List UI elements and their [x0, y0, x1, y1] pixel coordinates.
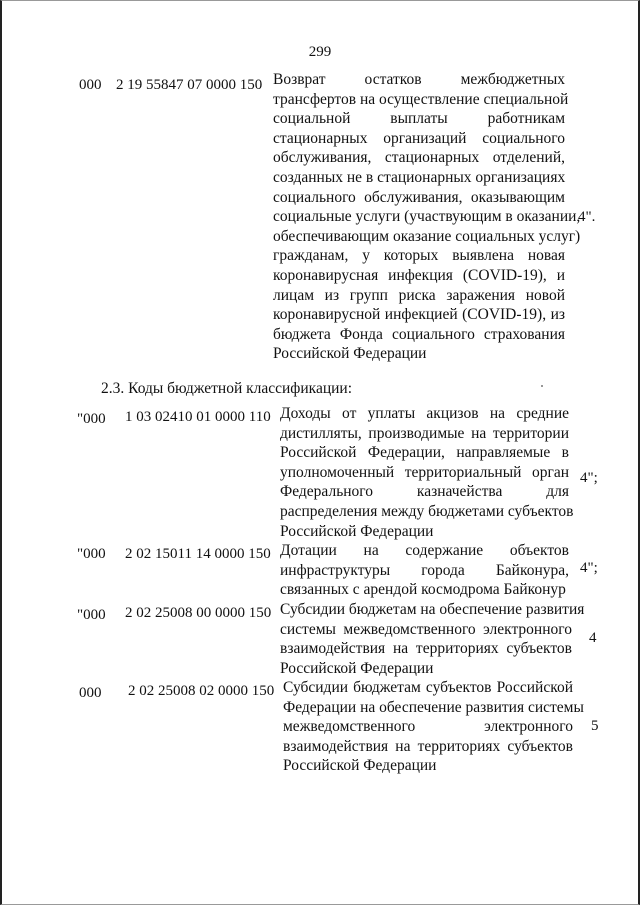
description-line: взаимодействия на территориях субъектов — [283, 737, 573, 755]
budget-code: 2 02 15011 14 0000 150 — [125, 546, 271, 562]
entry-tail: 4"; — [580, 470, 598, 486]
admin-code: "000 — [77, 546, 106, 562]
description-line: бюджета Фонда социального страхования — [273, 325, 565, 343]
entry-tail: 5 — [591, 718, 599, 734]
budget-code: 1 03 02410 01 0000 110 — [125, 409, 271, 425]
entry-description — [280, 600, 585, 678]
description-line: Российской Федерации, направляемые в — [280, 444, 569, 462]
description-line: взаимодействия на территориях субъектов — [280, 640, 572, 658]
description-line: социальные услуги (участвующим в оказании, — [273, 208, 581, 226]
section-title: 2.3. Коды бюджетной классификации: — [101, 380, 353, 397]
description-line: Федерации на обеспечение развития системы — [283, 698, 584, 716]
scan-speck — [541, 385, 543, 387]
description-line: Дотации на содержание объектов — [280, 542, 569, 559]
budget-code: 2 02 25008 02 0000 150 — [128, 683, 275, 699]
description-line: лицам из групп риска заражения новой — [273, 286, 565, 304]
description-line: распределения между бюджетами субъектов — [280, 502, 574, 520]
description-line: Субсидии бюджетам субъектов Российской — [283, 679, 573, 696]
description-line: Российской Федерации — [273, 345, 427, 363]
description-line: стационарных организаций социального — [273, 129, 565, 147]
description-line: Доходы от уплаты акцизов на средние — [280, 405, 569, 422]
description-line: дистилляты, производимые на территории — [280, 424, 569, 442]
description-line: Субсидии бюджетам на обеспечение развития — [280, 601, 585, 618]
description-line: обеспечивающим оказание социальных услуг) — [273, 227, 581, 245]
description-line: гражданам, у которых выявлена новая — [273, 247, 565, 265]
entry-description — [283, 678, 584, 776]
description-line: системы межведомственного электронного — [280, 620, 572, 638]
description-line: созданных не в стационарных организациях — [273, 168, 566, 186]
budget-code: 2 02 25008 00 0000 150 — [125, 605, 272, 621]
entry-description — [280, 541, 569, 600]
entry-description — [273, 70, 581, 364]
description-line: Российской Федерации — [280, 659, 434, 677]
description-line: коронавирусной инфекцией (COVID-19), из — [273, 306, 565, 324]
admin-code: 000 — [79, 77, 102, 93]
description-line: Возврат остатков межбюджетных — [273, 71, 565, 88]
description-line: социальной выплаты работникам — [273, 110, 565, 128]
description-line: коронавирусная инфекция (COVID-19), и — [273, 266, 565, 284]
entry-description — [280, 404, 574, 541]
description-line: Российской Федерации — [280, 522, 434, 540]
description-line: обслуживания, стационарных отделений, — [273, 149, 565, 167]
description-line: межведомственного электронного — [283, 718, 573, 736]
admin-code: "000 — [77, 607, 106, 623]
description-line: Федерального казначейства для — [280, 483, 569, 501]
entry-tail: 4"; — [580, 560, 598, 576]
description-line: уполномоченный территориальный орган — [280, 463, 569, 481]
description-line: трансфертов на осуществление специальной — [273, 90, 569, 108]
admin-code: "000 — [77, 411, 106, 427]
description-line: Российской Федерации — [283, 757, 437, 775]
entry-tail: 4 — [589, 630, 597, 646]
budget-code: 2 19 55847 07 0000 150 — [116, 77, 263, 93]
entry-tail: 4". — [578, 209, 596, 225]
admin-code: 000 — [79, 685, 102, 701]
description-line: социального обслуживания, оказывающим — [273, 188, 565, 206]
page-number: 299 — [308, 44, 332, 60]
description-line: инфраструктуры города Байконура, — [280, 561, 569, 579]
description-line: связанных с арендой космодрома Байконур — [280, 581, 566, 599]
